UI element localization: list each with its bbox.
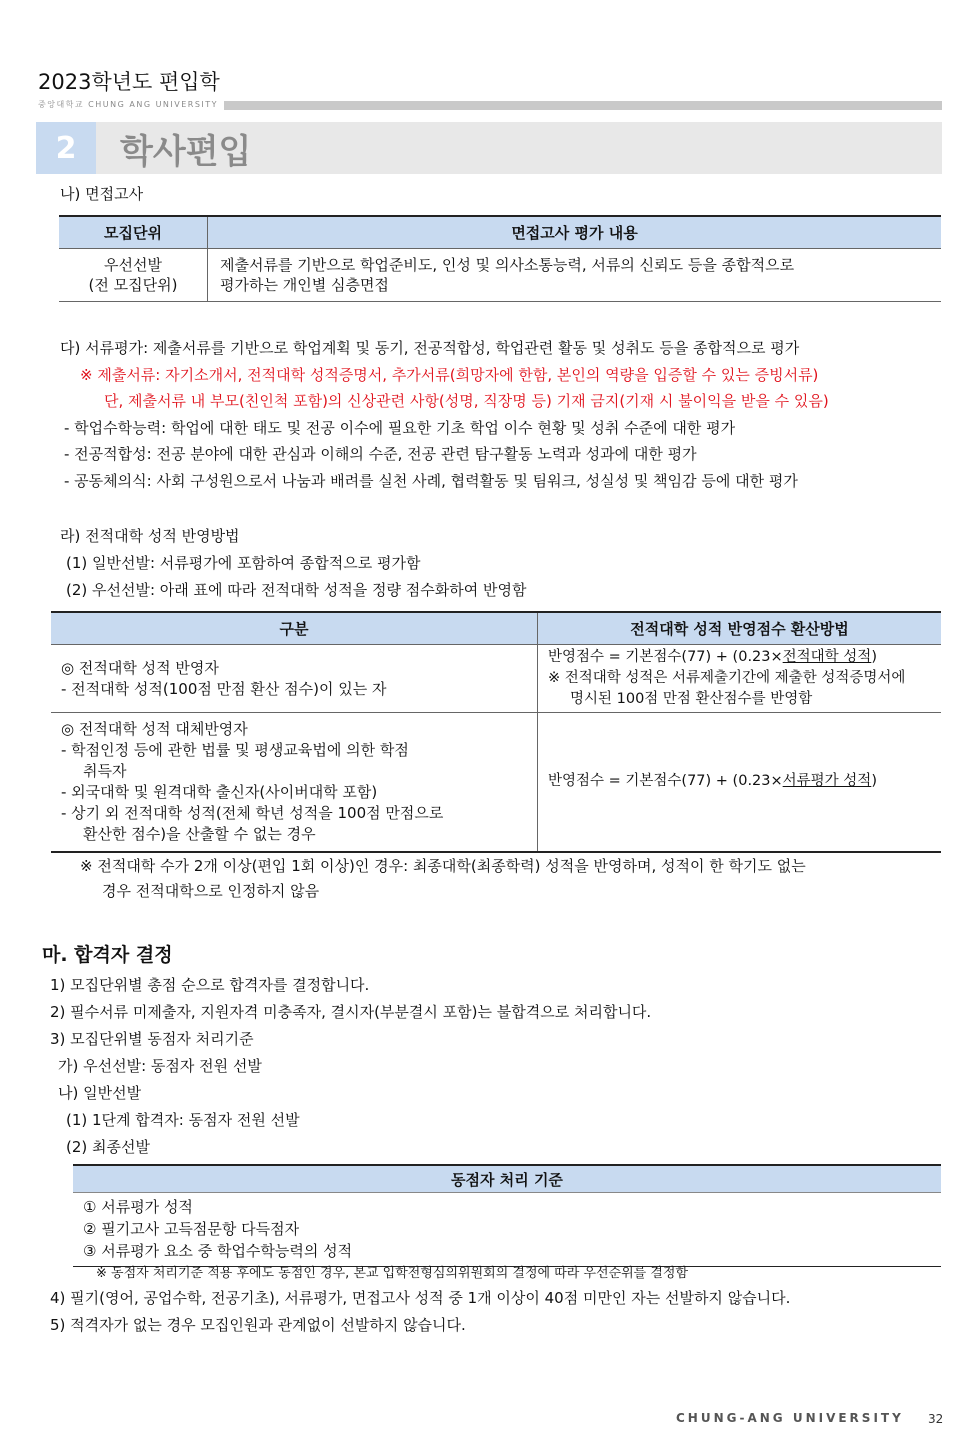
table-row [51, 645, 941, 713]
col-header-method: 전적대학 성적 반영점수 환산방법 [538, 612, 942, 645]
table-header-row [51, 612, 941, 645]
list-item: 가) 우선선발: 동점자 전원 선발 [58, 1057, 262, 1075]
list-item: 4) 필기(영어, 공업수학, 전공기초), 서류평가, 면접고사 성적 중 1개 이상이 40점 미만인 자는 선발하지 않습니다. [50, 1289, 791, 1307]
content-line: 평가하는 개인별 심층면접 [220, 276, 389, 294]
section-number: 2 [36, 122, 96, 174]
footer-university: CHUNG-ANG UNIVERSITY [676, 1411, 904, 1425]
table-header-row [59, 216, 941, 249]
content-line: 제출서류를 기반으로 학업준비도, 인성 및 의사소통능력, 서류의 신뢰도 등을 종합적으로 [220, 256, 795, 274]
list-item: ③ 서류평가 요소 중 학업수학능력의 성적 [83, 1242, 353, 1260]
list-item: 1) 모집단위별 총점 순으로 합격자를 결정합니다. [50, 976, 370, 994]
list-item: - 공동체의식: 사회 구성원으로서 나눔과 배려를 실천 사례, 협력활동 및 팀워크, 성실성 및 책임감 등에 대한 평가 [64, 472, 798, 490]
category-line: 취득자 [83, 761, 127, 780]
decision-heading: 마. 합격자 결정 [42, 944, 173, 966]
category-line: - 상기 외 전적대학 성적(전체 학년 성적을 100점 만점으로 [61, 803, 444, 822]
list-item: ① 서류평가 성적 [83, 1198, 193, 1216]
category-line: - 전적대학 성적(100점 만점 환산 점수)이 있는 자 [61, 679, 387, 698]
document-eval-note: ※ 제출서류: 자기소개서, 전적대학 성적증명서, 추가서류(희망자에 한함, 본인의 역량을 입증할 수 있는 증빙서류) [80, 366, 819, 384]
document-title: 2023학년도 편입학 [38, 70, 220, 94]
list-item: (1) 1단계 합격자: 동점자 전원 선발 [66, 1111, 300, 1129]
tie-items-cell [73, 1193, 941, 1267]
category-line: ◎ 전적대학 성적 반영자 [61, 658, 219, 677]
category-line: - 학점인정 등에 관한 법률 및 평생교육법에 의한 학점 [61, 740, 409, 759]
document-eval-note: 단, 제출서류 내 부모(친인척 포함)의 신상관련 사항(성명, 직장명 등) 기재 금지(기재 시 불이익을 받을 수 있음) [104, 392, 829, 410]
list-item: (2) 최종선발 [66, 1138, 150, 1156]
category-line: 환산한 점수)을 산출할 수 없는 경우 [83, 824, 316, 843]
method-note: ※ 전적대학 성적은 서류제출기간에 제출한 성적증명서에 [548, 670, 906, 686]
grade-footnote: ※ 전적대학 수가 2개 이상(편입 1회 이상)인 경우: 최종대학(최종학력) 성적을 반영하며, 성적이 한 학기도 없는 [80, 857, 806, 875]
method-cell [538, 713, 942, 852]
grade-reflection-heading: 라) 전적대학 성적 반영방법 [60, 527, 240, 545]
list-item: - 학업수학능력: 학업에 대한 태도 및 전공 이수에 필요한 기초 학업 이수 현황 및 성취 수준에 대한 평가 [64, 419, 736, 437]
col-header-tie: 동점자 처리 기준 [73, 1165, 941, 1193]
table-header-row [73, 1165, 941, 1193]
list-item: (1) 일반선발: 서류평가에 포함하여 종합적으로 평가함 [66, 554, 421, 572]
col-header-category: 구분 [51, 612, 538, 645]
header-rule [224, 101, 942, 110]
formula: 반영점수 = 기본점수(77) + (0.23×서류평가 성적) [548, 773, 877, 790]
list-item: 2) 필수서류 미제출자, 지원자격 미충족자, 결시자(부분결시 포함)는 불합격으로 처리합니다. [50, 1003, 652, 1021]
table-row [59, 249, 941, 302]
page-number: 32 [928, 1412, 944, 1426]
interview-heading: 나) 면접고사 [60, 185, 144, 203]
grade-reflection-table [51, 611, 941, 853]
document-eval-heading: 다) 서류평가: 제출서류를 기반으로 학업계획 및 동기, 전공적합성, 학업관련 활동 및 성취도 등을 종합적으로 평가 [60, 339, 800, 357]
tie-note: ※ 동점자 처리기준 적용 후에도 동점인 경우, 본교 입학전형심의위원회의 결정에 따라 우선순위를 결정함 [96, 1266, 689, 1281]
category-line: - 외국대학 및 원격대학 출신자(사이버대학 포함) [61, 782, 378, 801]
category-line: ◎ 전적대학 성적 대체반영자 [61, 719, 248, 738]
method-note: 명시된 100점 만점 환산점수를 반영함 [570, 691, 813, 707]
formula: 반영점수 = 기본점수(77) + (0.23×전적대학 성적) [548, 649, 877, 665]
col-header-unit: 모집단위 [59, 216, 208, 249]
tie-breaker-table [73, 1164, 941, 1267]
grade-footnote: 경우 전적대학으로 인정하지 않음 [102, 882, 320, 900]
section-title: 학사편입 [120, 132, 252, 172]
list-item: 3) 모집단위별 동점자 처리기준 [50, 1030, 254, 1048]
content-cell [208, 249, 942, 302]
unit-cell [59, 249, 208, 302]
col-header-content: 면접고사 평가 내용 [208, 216, 942, 249]
category-cell [51, 645, 538, 713]
university-wordmark: 중앙대학교 CHUNG ANG UNIVERSITY [38, 100, 219, 109]
category-cell [51, 713, 538, 852]
unit-line: 우선선발 [104, 256, 162, 274]
method-cell [538, 645, 942, 713]
table-row [51, 713, 941, 852]
list-item: - 전공적합성: 전공 분야에 대한 관심과 이해의 수준, 전공 관련 탐구활동 노력과 성과에 대한 평가 [64, 445, 697, 463]
list-item: 5) 적격자가 없는 경우 모집인원과 관계없이 선발하지 않습니다. [50, 1316, 466, 1334]
list-item: ② 필기고사 고득점문항 다득점자 [83, 1220, 300, 1238]
table-row [73, 1193, 941, 1267]
unit-line: (전 모집단위) [88, 276, 178, 294]
list-item: (2) 우선선발: 아래 표에 따라 전적대학 성적을 정량 점수화하여 반영함 [66, 581, 527, 599]
interview-table [59, 215, 941, 302]
list-item: 나) 일반선발 [58, 1084, 142, 1102]
